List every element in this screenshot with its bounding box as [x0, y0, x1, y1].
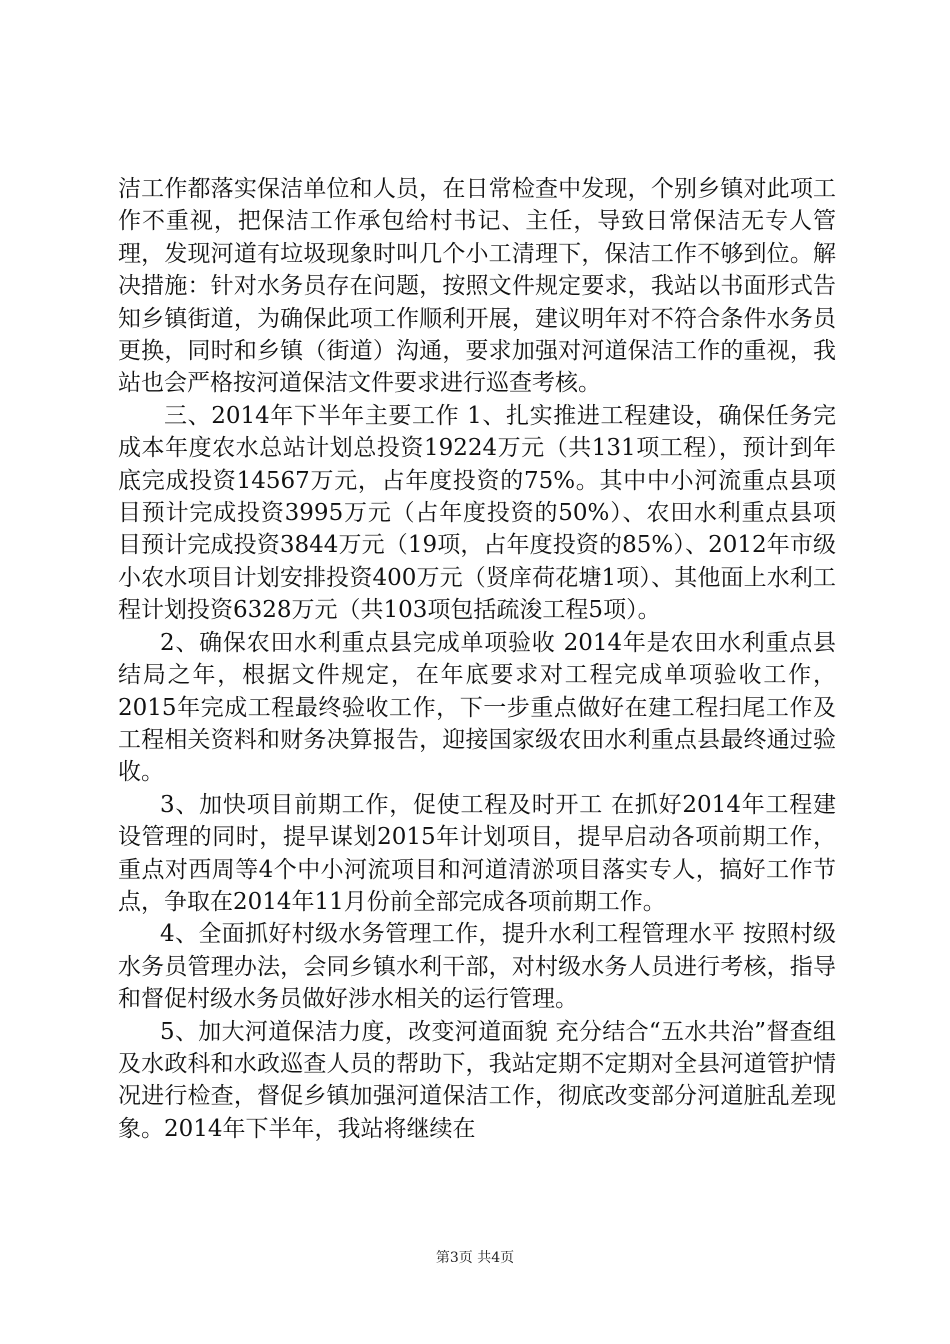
paragraph-4: 3、加快项目前期工作，促使工程及时开工 在抓好2014年工程建设管理的同时，提早谋划2015年计划项目，提早启动各项前期工作，重点对西周等4个中小河流项目和河道清淤项目落实专人，搞好工作节点，争取在2014年11月份前全部完成各项前期工作。	[118, 791, 836, 915]
paragraph-3: 2、确保农田水利重点县完成单项验收 2014年是农田水利重点县结局之年，根据文件规定，在年底要求对工程完成单项验收工作，2015年完成工程最终验收工作，下一步重点做好在建工程扫尾工作及工程相关资料和财务决算报告，迎接国家级农田水利重点县最终通过验收。	[118, 629, 836, 786]
paragraph-5: 4、全面抓好村级水务管理工作，提升水利工程管理水平 按照村级水务员管理办法，会同乡镇水利干部，对村级水务人员进行考核，指导和督促村级水务员做好涉水相关的运行管理。	[118, 921, 836, 1013]
paragraph-2: 三、2014年下半年主要工作 1、扎实推进工程建设，确保任务完成本年度农水总站计划总投资19224万元（共131项工程），预计到年底完成投资14567万元，占年度投资的75%。其中中小河流重点县项目预计完成投资3995万元（占年度投资的50%）、农田水利重点县项目预计完成投资3844万元（19项，占年度投资的85%）、2012年市级小农水项目计划安排投资400万元（贤庠荷花塘1项）、其他面上水利工程计划投资6328万元（共103项包括疏浚工程5项）。	[118, 402, 836, 624]
paragraph-1: 洁工作都落实保洁单位和人员，在日常检查中发现，个别乡镇对此项工作不重视，把保洁工作承包给村书记、主任，导致日常保洁无专人管理，发现河道有垃圾现象时叫几个小工清理下，保洁工作不够到位。解决措施：针对水务员存在问题，按照文件规定要求，我站以书面形式告知乡镇街道，为确保此项工作顺利开展，建议明年对不符合条件水务员更换，同时和乡镇（街道）沟通，要求加强对河道保洁工作的重视，我站也会严格按河道保洁文件要求进行巡查考核。	[118, 176, 836, 397]
document-body	[118, 173, 836, 1145]
paragraph-6: 5、加大河道保洁力度，改变河道面貌 充分结合“五水共治”督查组及水政科和水政巡查人员的帮助下，我站定期不定期对全县河道管护情况进行检查，督促乡镇加强河道保洁工作，彻底改变部分河道脏乱差现象。2014年下半年，我站将继续在	[118, 1018, 836, 1142]
page-footer: 第3页 共4页	[435, 1250, 515, 1266]
